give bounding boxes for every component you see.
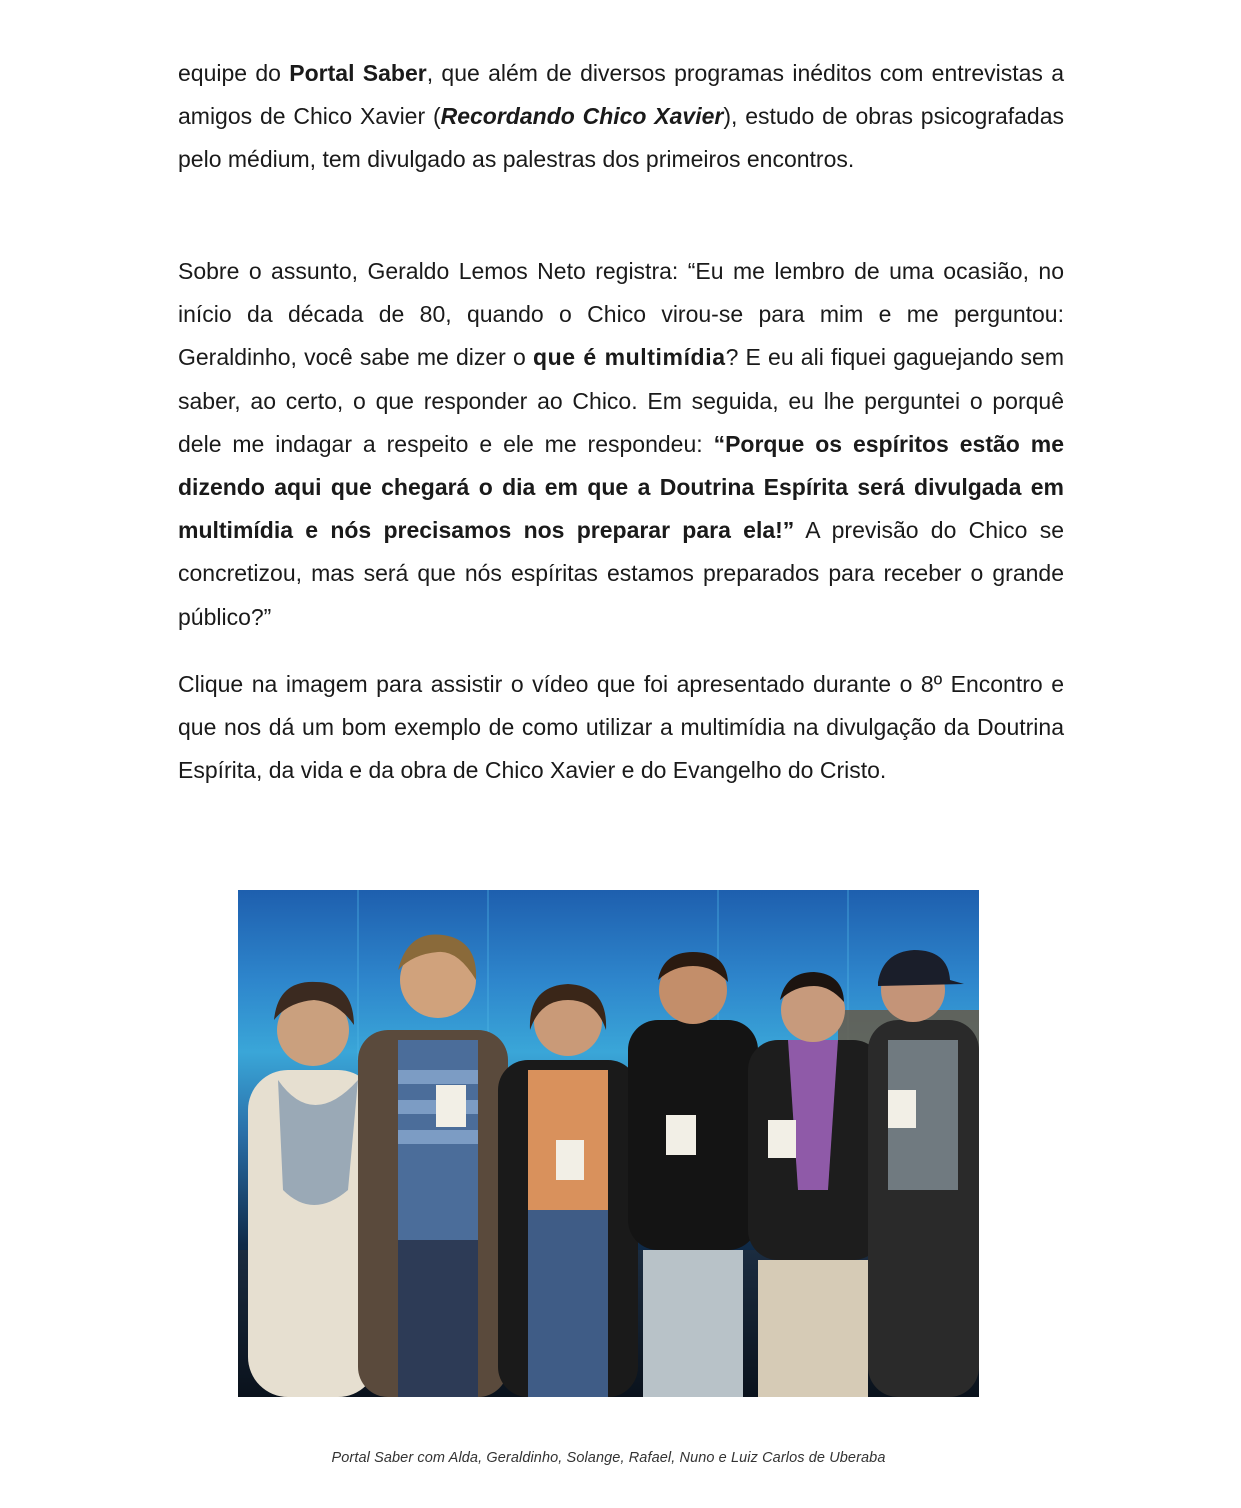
text-run: equipe do	[178, 60, 290, 86]
photo-caption: Portal Saber com Alda, Geraldinho, Solange, Rafael, Nuno e Luiz Carlos de Uberaba	[331, 1450, 886, 1466]
paragraph-quote	[178, 250, 1064, 639]
spirits-quote-bold: “Porque os espíritos estão me dizendo aqui que chegará o dia em que a Doutrina Espírita será divulgada em multimídia e nós precisamos nos preparar para ela!”	[178, 430, 1064, 544]
video-instruction: Clique na imagem para assistir o vídeo que foi apresentado durante o 8º Encontro e que nos dá um bom exemplo de como utilizar a multimídia na divulgação da Doutrina Espírita, da vida e da obra de Chico Xavier e do Evangelho do Cristo.	[178, 671, 1064, 784]
text-run: A previsão do Chico se concretizou, mas será que nós espíritas estamos preparados para receber o grande público?”	[178, 517, 1065, 630]
multimedia-bold: que é multimídia	[532, 344, 726, 371]
paragraph-portal-saber	[178, 52, 1064, 182]
person-solange	[498, 984, 638, 1397]
program-title: Recordando Chico Xavier	[440, 103, 724, 130]
text-run: , que além de diversos programas inéditos com entrevistas a amigos de Chico Xavier (	[178, 60, 1064, 130]
portal-saber-bold: Portal Saber	[289, 60, 427, 86]
person-geraldinho	[358, 934, 508, 1397]
paragraph-video	[178, 663, 1064, 793]
text-run: ? E eu ali fiquei gaguejando sem saber, ao certo, o que responder ao Chico. Em seguida, eu lhe perguntei o porquê dele me indagar a respeito e ele me respondeu:	[178, 344, 1064, 457]
text-run: Sobre o assunto, Geraldo Lemos Neto registra: “Eu me lembro de uma ocasião, no início da década de 80, quando o Chico virou-se para mim e me perguntou: Geraldinho, você sabe me dizer o	[178, 258, 1064, 371]
group-photo-illustration	[238, 890, 979, 1397]
person-rafael	[628, 952, 758, 1397]
text-run: ), estudo de obras psicografadas pelo médium, tem divulgado as palestras dos primeiros encontros.	[178, 103, 1064, 173]
group-photo-video-link[interactable]	[238, 890, 979, 1397]
